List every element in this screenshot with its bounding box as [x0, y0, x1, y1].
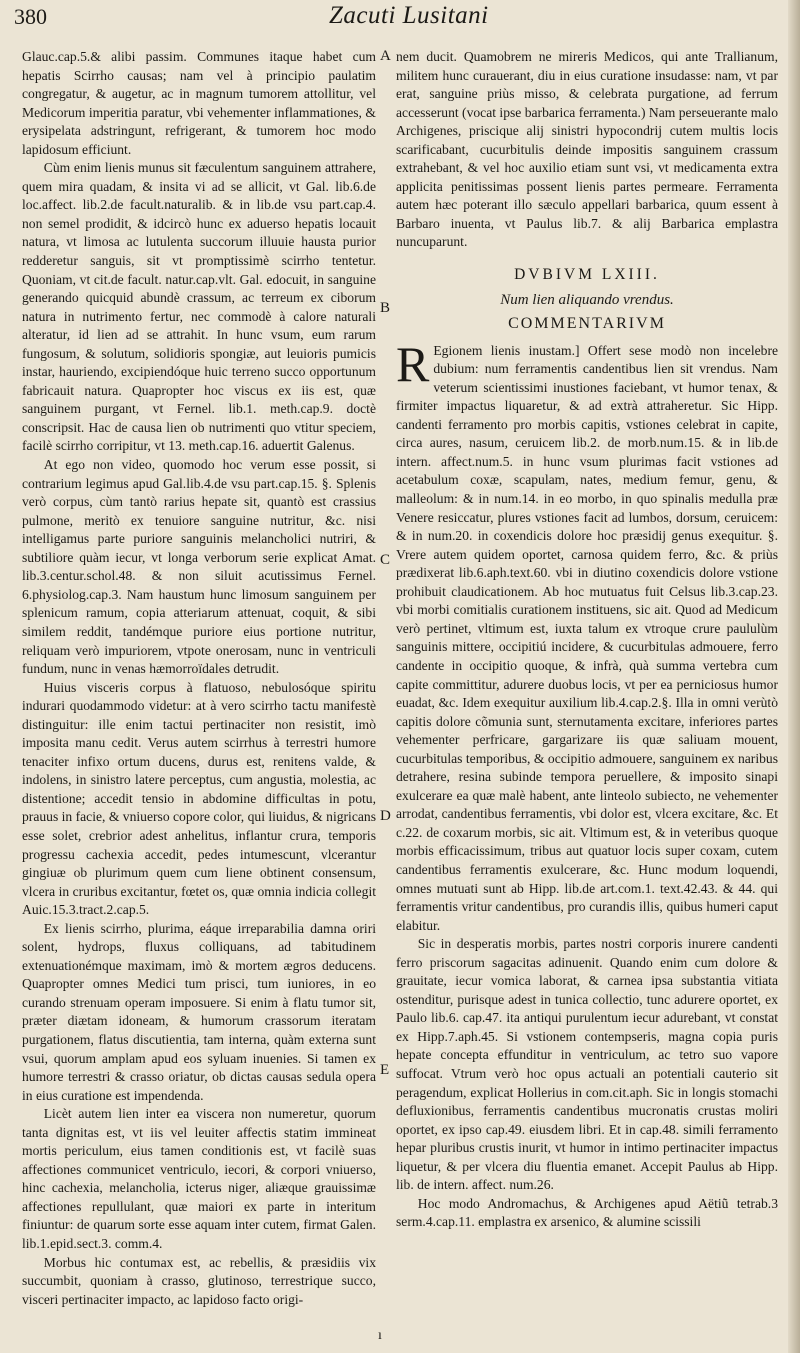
right-paragraph: Hoc modo Andromachus, & Archigenes apud Aëtiũ tetrab.3 serm.4.cap.11. emplastra ex arsenico, & alumine scissili: [396, 1195, 778, 1230]
right-paragraph: Sic in desperatis morbis, partes nostri corporis inurere candenti ferro priscorum sagacitas adinuenit. Quando enim cum dolore & grauitate, iecur vomica laborat, & carnea ipsa substantia vitiata ostenditur, purisque adest in tunica collectio, tunc adurere oportet, ex Paulo lib.6. cap.47. ita antiqui purulentum iecur adurebant, vt constat ex Hipp.7.aph.45. Si vstionem contempseris, magna copia puris hepate concepta effunditur in ventriculum, ac tetro suo vapore suffocat. Vtrum verò hoc opus actuali an potentiali cauterio sit peragendum, explicat Hollerius in com.cit.aph. Sic in longis stomachi defluxionibus, ferramentis candentibus mucronatis crustas moliri oportet, ex ipso cap.49. eiusdem libri. Et in cap.48. simili ferramento hepar pluribus crustis inurit, vt humor in intimo pertinaciter impactus liquetur, & per vlcera diu fluentia emanet. Accepit Paulus ab Hipp. lib. de intern. affect. num.26.: [396, 936, 778, 1193]
left-paragraph: Licèt autem lien inter ea viscera non numeretur, quorum tanta dignitas est, vt iis vel leuiter affectis statim immineat mortis periculum, eius tamen conditionis est, vt facilè suas affectiones communicet ventriculo, iecori, & corpori vniuerso, hinc cachexia, melancholia, icterus niger, aliæque grauissimæ affectiones repullulant, quæ maiori ex parte in interitum finiuntur: de quarum sorte esse aquam inter cutem, firmat Galen. lib.1.epid.sect.3. comm.4.: [22, 1106, 376, 1251]
drop-capital: R: [396, 335, 430, 392]
left-paragraph: Cùm enim lienis munus sit fæculentum sanguinem attrahere, quem mira quadam, & insita vi ad se allicit, vt Gal. lib.6.de loc.affect. lib.2.de facult.naturalib. & in lib.de vsu part.cap.4. non semel prodidit, & idcircò hunc ex aduerso hepatis locauit natura, vt limosa ac lutulenta succorum illuuie hausta purior redderetur sanguis, sit vt promptissimè scirrho tentetur. Quoniam, vt cit.de facult. natur.cap.vlt. Gal. edocuit, in sanguine generando quicquid abundè crassum, ac terreum ex ciborum natura in nutrimento fertur, nec commodè à calore naturali alteratur, id lien ad se attrahit. In hunc vsum, eum rarum fungosum, & solutum, solidioris spongiæ, aut leuioris pumicis instar, hauriendo, excipiendóque huic terreno succo opportunum fabricauit natura. Quapropter hoc viscus ex iis est, quæ sanguinem purgant, vt Fernel. lib.1. meth.cap.9. doctè conscripsit. Hac de causa lien ob nutrimenti quo vtitur speciem, facilè scirrho corripitur, vt 13. meth.cap.16. aduertit Galenus.: [22, 160, 376, 454]
left-column: [22, 48, 376, 1309]
right-column: [396, 48, 778, 1232]
left-paragraph: Huius visceris corpus à flatuoso, nebulosóque spiritu indurari quodammodo videtur: at à vero scirrho tactu manifestè distinguitur: ille enim tactui pertinaciter non resistit, imò imposita manu cedit. Verus autem scirrhus à terrestri humore tenaciter infixo ortum ducens, durus est, renitens valde, & indolens, in sinistro latere perceptus, cum angustia, molestia, ac distentione; accedit tensio in abdomine difficultas in potu, prauus in facie, & vniuerso copore color, qui liuidus, & nigricans esse solet, crebrior adest anhelitus, inflantur crura, temporis progressu cachexia accedit, pedes intumescunt, vlcerantur gingiuæ ob plurimum quem cum liene obtinent consensum, vlcera in cruribus excitantur, fœtet os, quæ omnia indicia collegit Auic.15.3.tract.2.cap.5.: [22, 679, 376, 918]
right-paragraph: nem ducit. Quamobrem ne mireris Medicos, qui ante Trallianum, militem hunc curauerant, diu in eius curatione insudasse: nam, vt par erat, sanguine priùs misso, & celebrata purgatione, ad ferrum accesserunt (vocat ipse barbarica ferramenta.) Nam perseuerante malo Archigenes, priscique alij sinistri hypocondrij cutem multis locis scarificabant, cucurbitulis deinde impositis sanguinem crassum extrahebant, & vel hoc auxilio etiam sunt vsi, vt medicamenta extra applicita penitissimas possent lienis partes permeare. Ferramenta autem hæc poterant illo sæculo appellari barbarica, quum essent à Barbaro inuenta, vt Paulus lib.7. & alij Barbarica emplastra nuncuparunt.: [396, 49, 778, 250]
left-paragraph: Ex lienis scirrho, plurima, eáque irreparabilia damna oriri solent, hydrops, fluxus colliquans, ad tabitudinem extenuationémque maximam, imò & mortem ægros deducens. Quapropter omnes Medici tum prisci, tum iuniores, in eo curando strenuam operam imposuere. Si enim à flatu tumor sit, præter diætam idoneam, & humorum crassorum iteratam purgationem, flatus discutientia, tam interna, quàm externa sunt vsui, quorum amplam apud eos syluam inuenies. Si tamen ex humore terrestri & crasso oriatur, ob dictas causas sedula opera in eius curatione est impendenda.: [22, 920, 376, 1103]
left-paragraph: Morbus hic contumax est, ac rebellis, & præsidiis vix succumbit, quoniam à crasso, glutinoso, terrestrique succo, visceri pertinaciter impacto, ac lapidoso facto origi-: [22, 1254, 376, 1307]
page-edge-shadow: [788, 0, 800, 1353]
margin-letter-e: E: [380, 1062, 390, 1078]
commentarium-heading: COMMENTARIVM: [508, 315, 666, 333]
left-paragraph: At ego non video, quomodo hoc verum esse possit, si contrarium legimus apud Gal.lib.4.de vsu part.cap.15. §. Splenis verò corpus, cùm tantò rarius hepate sit, quantò est crassius pulmone, meritò ex tenuiore sanguine nutritur, &c. nisi intelligamus parte puriore sanguinis melancholici nutriri, & subtiliore quàm iecur, vt longa verborum serie explicat Amat. lib.3.centur.schol.48. & non siluit acutissimus Fernel. 6.physiolog.cap.3. Nam haustum hunc limosum sanguinem per splenicum ramum, copia atteriarum attenuat, coquit, & sibi similem reddit, tandémque puriore eius portione nutritur, reliquam verò impuriorem, vtpote onerosam, nunc in ventriculi fundum, nunc in venas hæmorroïdales detrudit.: [22, 457, 376, 677]
margin-letter-d: D: [380, 808, 391, 824]
page-number: 380: [14, 4, 47, 29]
left-paragraph: Glauc.cap.5.& alibi passim. Communes itaque habet cum hepatis Scirrho causas; nam vel à principio paulatim congregatur, & augetur, ac in magnum tumorem attollitur, vel Medicorum imperitia paratur, vbi vehementer inflammationes, & erysipelata adstringunt, refrigerant, & tumorem hoc modo lapidosum efficiunt.: [22, 49, 376, 157]
running-title: Zacuti Lusitani: [329, 2, 489, 29]
commentarium-text: Egionem lienis inustam.] Offert sese modò non incelebre dubium: num ferramentis candentibus lien sit vrendus. Nam veterum scientissimi inustiones faciebant, vt humor tenax, & firmiter impactus liquaretur, & ad extrà attraheretur. Sic Hipp. candenti ferramento pro morbis capitis, vstiones celebrat in capite, circa aures, nasum, ceruicem lib.2. de morb.num.15. & in lib.de intern. affect.num.5. in hunc vsum plurimas facit vstiones ad acetabulum coxæ, scapulam, nates, medium femur, genu, & malleolum: & in num.14. in eo morbo, in quo spinalis medulla præ Venere resiccatur, plures vstiones facit ad lumbos, dorsum, ceruicem: & in num.20. in coxendicis dolore hoc præsidij genus exequitur. §. Vrere autem quidem oportet, carnosa quidem ferro, &c. & priùs prædixerat lib.6.aph.text.60. vbi in diutino coxendicis dolore vstione prohibuit claudicationem. Ab hoc mutuatus fuit Celsus lib.3.cap.23. vbi morbi comitialis curationem instituens, sic ait. Quod ad Medicum verò pertinet, vltimum est, iuxta talum ex vtroque crure paululùm sanguinis mittere, occipitiú incidere, & cucurbitulas admouere, ferro candente in occipitio quoque, & infrà, quà summa vertebra cum capite committitur, adurere duobus locis, vt per ea perniciosus humor euadat, &c. Idem exequitur auxilium lib.4.cap.2.§. Illa in omni verùtò capitis dolore cõmunia sunt, sternutamenta excitare, inferiores partes vehementer perfricare, gargarizare iis quæ saliuam mouent, cucurbitulas temporibus, & occipitio admouere, sanguinem ex naribus detrahere, resina subinde tempora peruellere, & imposito sinapi exulcerare ea quæ malè habent, ante linteolo subiecto, ne vehementer arrodat, candentibus ferramentis, vbi dolor est, vlcera excitare, &c. Et c.22. de coxarum morbis, sic ait. Vltimum est, & in veteribus quoque morbis efficacissimum, tribus aut quatuor locis super coxam, cutem candentibus ferramentis exulcerare, &c. Hunc modum loquendi, omnes mutuati sunt ab Hipp. lib.de art.com.1. text.42.43. & 44. qui ferramentis vritur candentibus, pro curandis illis, quibus humeri caput elabitur.: [396, 342, 778, 933]
dubium-subtitle: Num lien aliquando vrendus.: [500, 291, 674, 308]
margin-letter-a: A: [380, 48, 391, 64]
commentarium-paragraph: [396, 335, 778, 936]
signature-mark: ı: [378, 1328, 382, 1343]
page-header: [14, 2, 784, 36]
dubium-heading: DVBIVM LXIII.: [514, 266, 660, 284]
margin-letter-b: B: [380, 300, 391, 316]
margin-letter-c: C: [380, 552, 391, 568]
